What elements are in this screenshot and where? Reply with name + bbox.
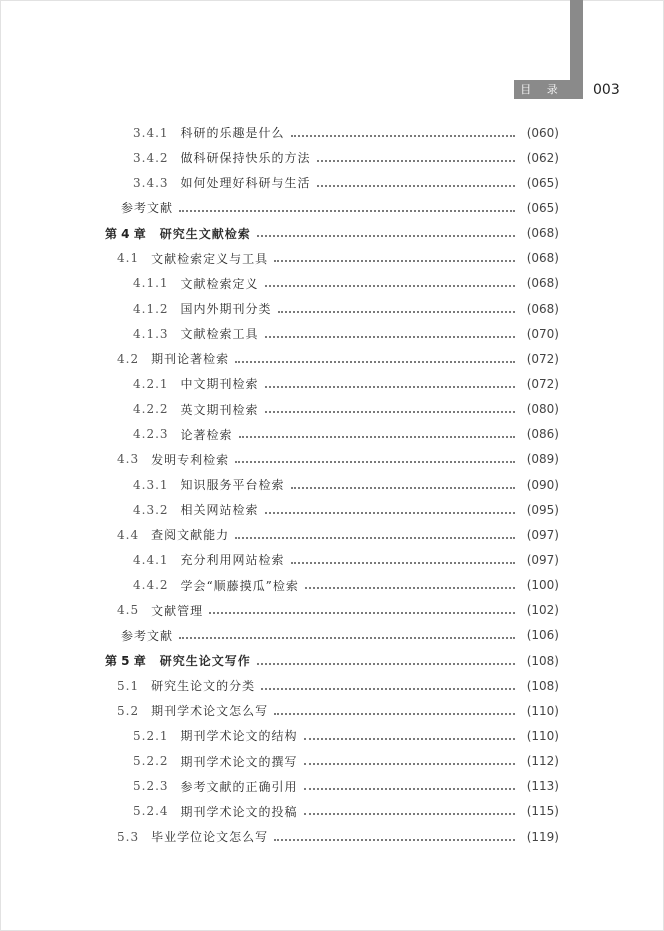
toc-entry-number: 4.1.2 bbox=[133, 301, 169, 316]
toc-entry-title: 中文期刊检索 bbox=[180, 377, 259, 392]
toc-entry[interactable] bbox=[0, 547, 664, 572]
toc-entry-title: 知识服务平台检索 bbox=[180, 478, 285, 493]
toc-entry-title: 如何处理好科研与生活 bbox=[180, 176, 311, 191]
toc-dot-leader bbox=[305, 587, 515, 589]
toc-entry[interactable] bbox=[0, 371, 664, 396]
toc-entry-page: (080) bbox=[526, 402, 559, 417]
toc-dot-leader bbox=[209, 612, 515, 614]
toc-entry-page: (068) bbox=[526, 251, 559, 266]
table-of-contents bbox=[0, 120, 664, 849]
toc-dot-leader bbox=[179, 210, 515, 212]
toc-dot-leader bbox=[265, 512, 515, 514]
toc-chapter-entry[interactable] bbox=[0, 648, 664, 673]
toc-entry[interactable] bbox=[0, 598, 664, 623]
toc-entry-page: (072) bbox=[526, 376, 559, 391]
toc-entry-title: 文献检索定义 bbox=[180, 276, 259, 291]
toc-entry-number: 5.2 bbox=[117, 703, 140, 718]
toc-entry-page: (097) bbox=[526, 527, 559, 542]
toc-entry-number: 4.2.3 bbox=[133, 427, 169, 442]
toc-dot-leader bbox=[291, 487, 515, 489]
toc-entry-title: 参考文献的正确引用 bbox=[180, 779, 298, 794]
toc-entry-title: 参考文献 bbox=[121, 201, 174, 216]
toc-entry-title: 查阅文献能力 bbox=[151, 528, 230, 543]
toc-entry-page: (065) bbox=[526, 200, 559, 215]
toc-entry[interactable] bbox=[0, 698, 664, 723]
toc-entry-title: 论著检索 bbox=[180, 427, 233, 442]
toc-entry[interactable] bbox=[0, 472, 664, 497]
toc-entry-number: 4.2.1 bbox=[133, 376, 169, 391]
toc-dot-leader bbox=[304, 813, 515, 815]
toc-entry-page: (106) bbox=[526, 628, 559, 643]
toc-entry[interactable] bbox=[0, 522, 664, 547]
toc-entry[interactable] bbox=[0, 774, 664, 799]
toc-entry-title: 科研的乐趣是什么 bbox=[180, 126, 285, 141]
toc-entry-number: 5.2.4 bbox=[133, 804, 169, 819]
toc-entry-title: 学会“顺藤摸瓜”检索 bbox=[180, 578, 299, 593]
toc-dot-leader bbox=[274, 260, 515, 262]
toc-dot-leader bbox=[235, 461, 515, 463]
toc-dot-leader bbox=[291, 135, 515, 137]
toc-entry-number: 5.2.2 bbox=[133, 754, 169, 769]
toc-entry[interactable] bbox=[0, 346, 664, 371]
toc-dot-leader bbox=[239, 436, 515, 438]
toc-dot-leader bbox=[317, 185, 515, 187]
toc-entry[interactable] bbox=[0, 573, 664, 598]
toc-dot-leader bbox=[274, 839, 515, 841]
toc-entry-title: 国内外期刊分类 bbox=[180, 302, 272, 317]
toc-entry-number: 5.2.1 bbox=[133, 728, 169, 743]
toc-entry[interactable] bbox=[0, 824, 664, 849]
toc-dot-leader bbox=[265, 285, 515, 287]
toc-entry-page: (089) bbox=[526, 452, 559, 467]
toc-references-entry[interactable] bbox=[0, 623, 664, 648]
toc-dot-leader bbox=[257, 663, 515, 665]
toc-entry-number: 5.3 bbox=[117, 829, 140, 844]
toc-entry-page: (115) bbox=[526, 804, 559, 819]
toc-entry-number: 第 4 章 bbox=[105, 226, 146, 241]
toc-entry-title: 英文期刊检索 bbox=[180, 402, 259, 417]
toc-entry-page: (102) bbox=[526, 603, 559, 618]
toc-entry-number: 4.2 bbox=[117, 351, 140, 366]
toc-entry-page: (070) bbox=[526, 326, 559, 341]
toc-dot-leader bbox=[278, 311, 515, 313]
toc-entry-page: (108) bbox=[526, 653, 559, 668]
toc-entry-number: 4.4.2 bbox=[133, 578, 169, 593]
toc-entry[interactable] bbox=[0, 749, 664, 774]
toc-entry-title: 期刊论著检索 bbox=[151, 352, 230, 367]
toc-dot-leader bbox=[291, 562, 515, 564]
toc-entry-page: (112) bbox=[526, 754, 559, 769]
toc-dot-leader bbox=[265, 336, 515, 338]
toc-entry-page: (068) bbox=[526, 276, 559, 291]
toc-dot-leader bbox=[274, 713, 515, 715]
toc-entry-title: 毕业学位论文怎么写 bbox=[151, 830, 269, 844]
toc-entry-number: 4.1.1 bbox=[133, 276, 169, 291]
toc-entry-title: 发明专利检索 bbox=[151, 452, 230, 467]
toc-dot-leader bbox=[257, 235, 515, 237]
toc-entry-number: 5.1 bbox=[117, 678, 140, 693]
toc-entry-title: 研究生文献检索 bbox=[159, 226, 251, 241]
toc-entry-title: 期刊学术论文怎么写 bbox=[151, 704, 269, 719]
toc-entry[interactable] bbox=[0, 246, 664, 271]
toc-entry-page: (097) bbox=[526, 552, 559, 567]
toc-dot-leader bbox=[235, 361, 515, 363]
toc-dot-leader bbox=[317, 160, 515, 162]
toc-entry-page: (108) bbox=[526, 678, 559, 693]
toc-entry-number: 4.3.1 bbox=[133, 477, 169, 492]
toc-entry-page: (110) bbox=[526, 703, 559, 718]
toc-entry-page: (072) bbox=[526, 351, 559, 366]
toc-entry[interactable] bbox=[0, 447, 664, 472]
toc-entry-title: 参考文献 bbox=[121, 628, 174, 643]
toc-entry[interactable] bbox=[0, 799, 664, 824]
toc-entry-title: 研究生论文的分类 bbox=[151, 679, 256, 694]
toc-entry-page: (068) bbox=[526, 226, 559, 241]
toc-entry[interactable] bbox=[0, 145, 664, 170]
toc-entry[interactable] bbox=[0, 321, 664, 346]
toc-entry-number: 4.1.3 bbox=[133, 326, 169, 341]
toc-entry[interactable] bbox=[0, 673, 664, 698]
toc-entry[interactable] bbox=[0, 271, 664, 296]
toc-entry-page: (090) bbox=[526, 477, 559, 492]
toc-entry-page: (062) bbox=[526, 150, 559, 165]
toc-entry-page: (113) bbox=[526, 779, 559, 794]
toc-entry-page: (086) bbox=[526, 427, 559, 442]
toc-entry-title: 充分利用网站检索 bbox=[180, 553, 285, 568]
toc-entry[interactable] bbox=[0, 296, 664, 321]
toc-entry-title: 做科研保持快乐的方法 bbox=[180, 151, 311, 166]
toc-entry-number: 4.3.2 bbox=[133, 502, 169, 517]
toc-dot-leader bbox=[261, 688, 515, 690]
toc-dot-leader bbox=[304, 738, 515, 740]
toc-entry-page: (065) bbox=[526, 175, 559, 190]
toc-dot-leader bbox=[304, 788, 515, 790]
header-side-bar bbox=[570, 0, 583, 99]
toc-entry-title: 文献检索定义与工具 bbox=[151, 251, 269, 266]
toc-entry-page: (095) bbox=[526, 502, 559, 517]
page-number: 003 bbox=[593, 82, 620, 98]
toc-entry[interactable] bbox=[0, 422, 664, 447]
toc-entry[interactable] bbox=[0, 497, 664, 522]
toc-entry[interactable] bbox=[0, 170, 664, 195]
toc-entry-page: (119) bbox=[526, 829, 559, 844]
toc-entry-number: 4.3 bbox=[117, 452, 140, 467]
toc-entry-number: 3.4.1 bbox=[133, 125, 169, 140]
toc-entry-title: 期刊学术论文的撰写 bbox=[180, 754, 298, 769]
toc-entry-number: 3.4.3 bbox=[133, 175, 169, 190]
toc-dot-leader bbox=[265, 386, 515, 388]
toc-entry-number: 4.5 bbox=[117, 603, 140, 618]
toc-entry-title: 文献管理 bbox=[151, 603, 204, 618]
toc-entry-page: (068) bbox=[526, 301, 559, 316]
toc-entry-number: 4.1 bbox=[117, 251, 140, 266]
toc-references-entry[interactable] bbox=[0, 195, 664, 220]
toc-entry-number: 5.2.3 bbox=[133, 779, 169, 794]
toc-entry-title: 期刊学术论文的投稿 bbox=[180, 804, 298, 819]
toc-entry[interactable] bbox=[0, 397, 664, 422]
toc-entry-number: 4.4.1 bbox=[133, 552, 169, 567]
toc-entry-page: (100) bbox=[526, 578, 559, 593]
toc-entry-title: 文献检索工具 bbox=[180, 327, 259, 342]
toc-dot-leader bbox=[179, 637, 515, 639]
toc-entry-title: 期刊学术论文的结构 bbox=[180, 729, 298, 744]
toc-dot-leader bbox=[304, 763, 515, 765]
toc-entry-number: 第 5 章 bbox=[105, 654, 146, 669]
toc-entry-title: 研究生论文写作 bbox=[159, 654, 251, 669]
toc-entry-page: (060) bbox=[526, 125, 559, 140]
toc-entry-number: 3.4.2 bbox=[133, 150, 169, 165]
toc-chapter-entry[interactable] bbox=[0, 221, 664, 246]
toc-entry[interactable] bbox=[0, 723, 664, 748]
toc-entry-number: 4.4 bbox=[117, 527, 140, 542]
toc-entry-title: 相关网站检索 bbox=[180, 503, 259, 518]
toc-entry[interactable] bbox=[0, 120, 664, 145]
toc-dot-leader bbox=[235, 537, 515, 539]
toc-entry-number: 4.2.2 bbox=[133, 402, 169, 417]
section-label: 目 录 bbox=[514, 80, 570, 99]
toc-dot-leader bbox=[265, 411, 515, 413]
toc-entry-page: (110) bbox=[526, 728, 559, 743]
